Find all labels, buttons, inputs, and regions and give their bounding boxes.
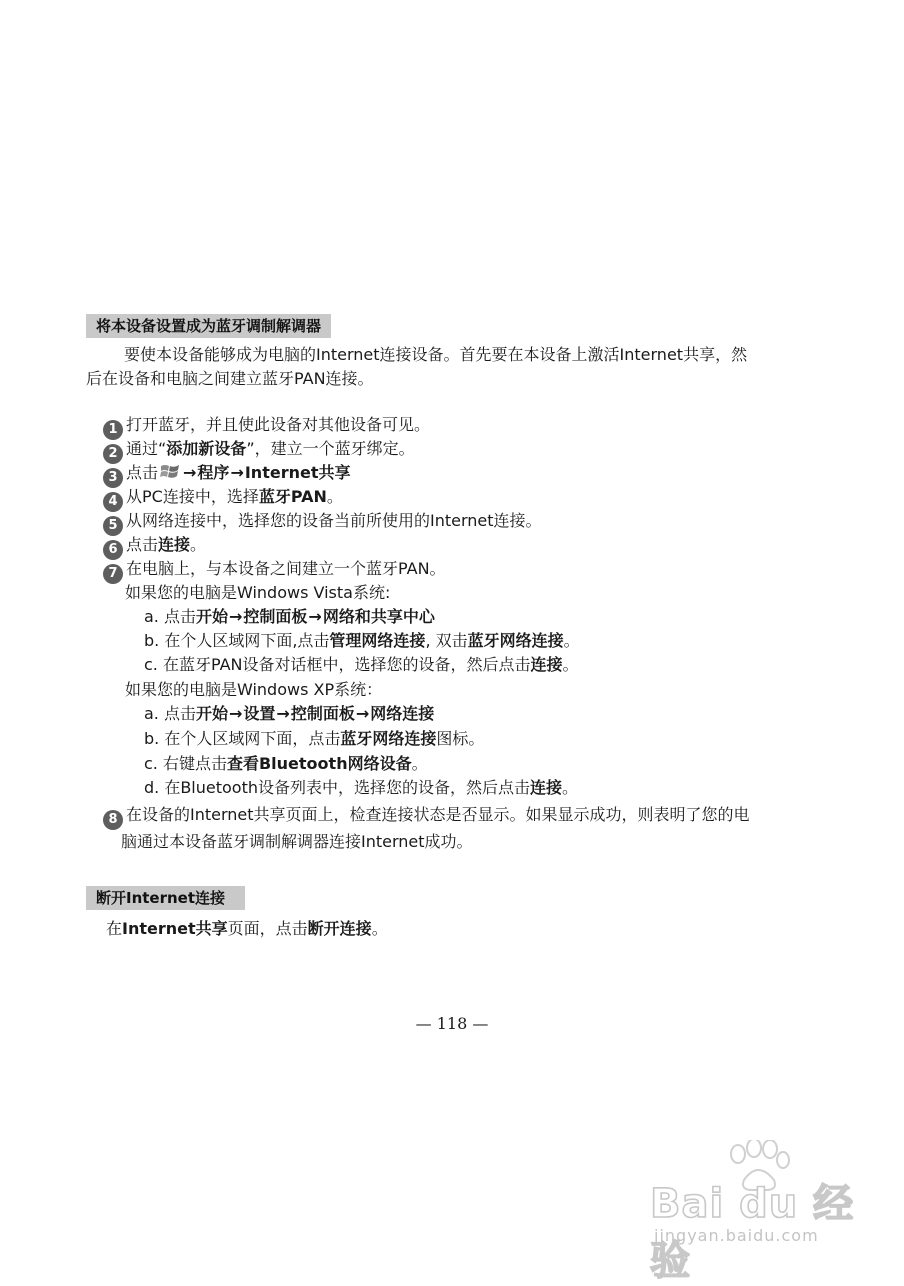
arrow-icon: → xyxy=(276,704,290,723)
substep-text: c. 在蓝牙PAN设备对话框中，选择您的设备，然后点击 xyxy=(144,655,531,674)
intro-line-1: 要使本设备能够成为电脑的Internet连接设备。首先要在本设备上激活Internet共享，然 xyxy=(124,345,748,364)
substep-text: 。 xyxy=(562,778,579,797)
step-text-post: 。 xyxy=(190,535,207,554)
step-number-badge: 5 xyxy=(103,516,123,536)
step-text-line-1: 在设备的Internet共享页面上，检查连接状态是否显示。如果显示成功，则表明了您的电 xyxy=(126,805,750,824)
step-text-pre: 点击 xyxy=(126,535,159,554)
vista-step-c xyxy=(144,653,579,677)
xp-intro: 如果您的电脑是Windows XP系统： xyxy=(125,680,383,699)
substep-text: 。 xyxy=(563,631,580,650)
arrow-icon: → xyxy=(230,463,244,482)
vista-step-b xyxy=(144,629,580,653)
step-text-line-2: 脑通过本设备蓝牙调制解调器连接Internet成功。 xyxy=(121,832,473,851)
arrow-icon: → xyxy=(308,607,322,626)
substep-text: 。 xyxy=(562,655,579,674)
start-label: 开始 xyxy=(195,607,228,626)
disconnect-label: 断开连接 xyxy=(307,919,372,938)
substep-text: a. 点击 xyxy=(144,607,196,626)
section-title-bluetooth-modem: 将本设备设置成为蓝牙调制解调器 xyxy=(86,314,331,338)
step-5 xyxy=(103,509,542,536)
step-text-post: ”，建立一个蓝牙绑定。 xyxy=(246,439,415,458)
network-sharing-center-label: 网络和共享中心 xyxy=(322,607,435,626)
arrow-icon: → xyxy=(229,607,243,626)
step-number-badge: 1 xyxy=(103,420,123,440)
arrow-icon: → xyxy=(355,704,370,723)
watermark-url: jingyan.baidu.com xyxy=(654,1226,819,1245)
internet-sharing-label: Internet共享 xyxy=(122,919,228,938)
manage-network-connections-label: 管理网络连接 xyxy=(329,631,426,650)
programs-label: 程序 xyxy=(197,463,230,482)
start-label: 开始 xyxy=(195,704,228,723)
connect-label: 连接 xyxy=(530,655,563,674)
arrow-icon: → xyxy=(229,704,243,723)
step-1 xyxy=(103,413,430,440)
step-3 xyxy=(103,461,350,488)
intro-line-2: 后在设备和电脑之间建立蓝牙PAN连接。 xyxy=(86,369,374,388)
bluetooth-network-connection-label: 蓝牙网络连接 xyxy=(467,631,564,650)
watermark-logo-text: Bai du 经验 xyxy=(650,1181,855,1284)
step-number-badge: 2 xyxy=(103,444,123,464)
step-number-badge: 8 xyxy=(103,810,123,830)
instruction-text: 。 xyxy=(371,919,388,938)
step-text: 打开蓝牙，并且使此设备对其他设备可见。 xyxy=(126,415,431,434)
step-text-pre: 通过“ xyxy=(126,439,167,458)
substep-text: a. 点击 xyxy=(144,704,196,723)
add-new-device-label: 添加新设备 xyxy=(166,439,247,458)
step-8 xyxy=(103,803,828,854)
step-2 xyxy=(103,437,415,464)
substep-text: c. 右键点击 xyxy=(144,754,227,773)
connect-label: 连接 xyxy=(530,778,563,797)
substep-text: b. 在个人区域网下面,点击 xyxy=(144,631,330,650)
settings-label: 设置 xyxy=(243,704,276,723)
step-4 xyxy=(103,485,343,512)
xp-step-c xyxy=(144,752,428,776)
step-6 xyxy=(103,533,206,560)
step-text: 在电脑上，与本设备之间建立一个蓝牙PAN。 xyxy=(126,559,446,578)
view-bluetooth-network-devices-label: 查看Bluetooth网络设备 xyxy=(226,754,412,773)
xp-step-b xyxy=(144,727,484,751)
substep-text: 图标。 xyxy=(436,729,485,748)
page-number: — 118 — xyxy=(415,1014,489,1033)
control-panel-label: 控制面板 xyxy=(243,607,308,626)
substep-text: d. 在Bluetooth设备列表中，选择您的设备，然后点击 xyxy=(144,778,531,797)
step-text: 从网络连接中，选择您的设备当前所使用的Internet连接。 xyxy=(126,511,542,530)
bluetooth-pan-label: 蓝牙PAN xyxy=(258,487,327,506)
bluetooth-network-connection-label: 蓝牙网络连接 xyxy=(340,729,437,748)
vista-intro: 如果您的电脑是Windows Vista系统: xyxy=(125,583,391,602)
substep-text: b. 在个人区域网下面，点击 xyxy=(144,729,341,748)
vista-step-a xyxy=(144,605,435,629)
disconnect-instruction xyxy=(106,917,388,941)
instruction-text: 在 xyxy=(106,919,123,938)
control-panel-label: 控制面板 xyxy=(290,704,355,723)
section-title-disconnect: 断开Internet连接 xyxy=(86,886,245,910)
xp-step-a xyxy=(144,702,434,726)
instruction-text: 页面，点击 xyxy=(227,919,308,938)
step-text-pre: 点击 xyxy=(126,463,159,482)
intro-paragraph xyxy=(86,343,821,391)
xp-step-d xyxy=(144,776,578,800)
network-connections-label: 网络连接 xyxy=(370,704,435,723)
step-7 xyxy=(103,557,446,584)
step-text-post: 。 xyxy=(326,487,343,506)
substep-text: , 双击 xyxy=(425,631,468,650)
internet-sharing-label: Internet共享 xyxy=(244,463,351,482)
step-number-badge: 4 xyxy=(103,492,123,512)
step-text-pre: 从PC连接中，选择 xyxy=(126,487,259,506)
step-number-badge: 3 xyxy=(103,468,123,488)
step-number-badge: 6 xyxy=(103,540,123,560)
connect-label: 连接 xyxy=(158,535,191,554)
substep-text: 。 xyxy=(411,754,428,773)
step-number-badge: 7 xyxy=(103,564,123,584)
arrow-icon: → xyxy=(183,463,197,482)
baidu-jingyan-watermark xyxy=(636,1140,876,1284)
